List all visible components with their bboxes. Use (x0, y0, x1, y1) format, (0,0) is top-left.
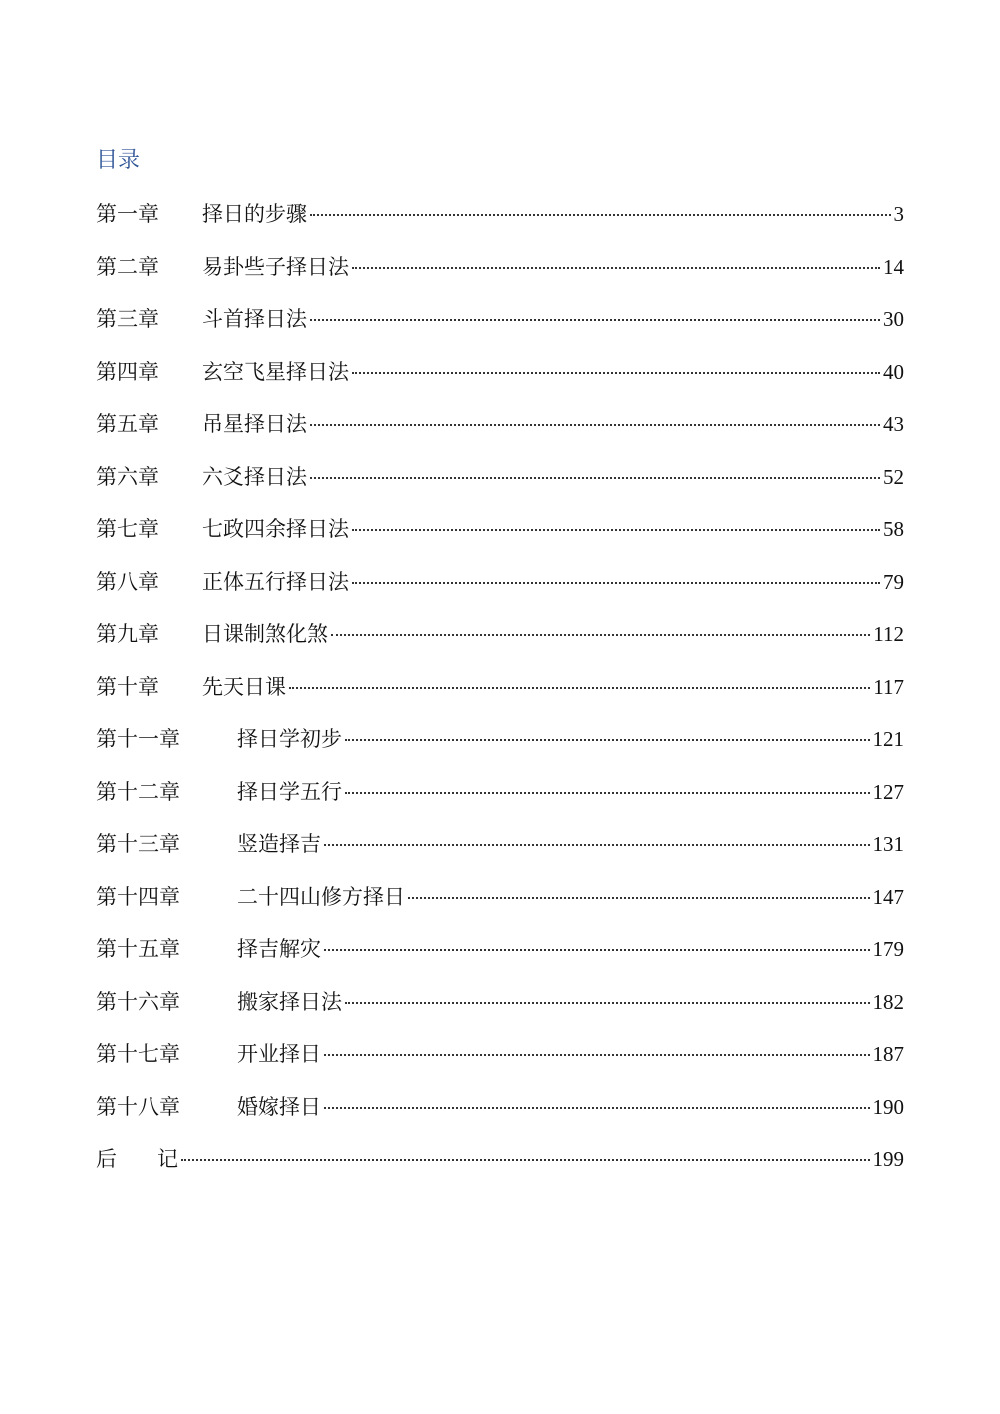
dot-leader (324, 949, 870, 951)
chapter-title: 先天日课 (202, 674, 286, 699)
chapter-title: 易卦些子择日法 (202, 254, 349, 279)
page-number: 3 (893, 202, 904, 226)
chapter-label: 第十八章 (96, 1094, 180, 1119)
chapter-label: 第八章 (96, 569, 159, 594)
toc-heading: 目录 (96, 148, 141, 173)
dot-leader (352, 372, 880, 374)
dot-leader (324, 1054, 870, 1056)
chapter-title: 二十四山修方择日 (237, 884, 405, 909)
chapter-title: 正体五行择日法 (202, 569, 349, 594)
toc-entry-16[interactable] (96, 984, 904, 1037)
chapter-title: 日课制煞化煞 (202, 622, 328, 646)
chapter-label: 第十六章 (96, 989, 180, 1014)
page-number: 40 (883, 359, 904, 384)
chapter-title: 吊星择日法 (202, 412, 307, 436)
chapter-label: 第三章 (96, 307, 159, 331)
toc-entry-13[interactable] (96, 826, 904, 879)
chapter-title: 择吉解灾 (237, 937, 321, 961)
toc-entry-11[interactable] (96, 721, 904, 774)
chapter-title: 六爻择日法 (202, 464, 307, 489)
toc-entry-2[interactable] (96, 249, 904, 302)
chapter-label: 第十三章 (96, 832, 180, 856)
toc-entry-7[interactable] (96, 511, 904, 564)
dot-leader (345, 739, 870, 741)
chapter-label: 第十五章 (96, 937, 180, 961)
toc-entry-14[interactable] (96, 879, 904, 932)
page-number: 179 (872, 937, 904, 961)
chapter-label: 第十一章 (96, 727, 180, 751)
dot-leader (181, 1159, 870, 1161)
page-number: 121 (872, 727, 904, 751)
chapter-title: 开业择日 (237, 1042, 321, 1066)
toc-entry-8[interactable] (96, 564, 904, 617)
dot-leader (345, 1002, 870, 1004)
chapter-title: 择日学五行 (237, 779, 342, 804)
dot-leader (352, 529, 880, 531)
dot-leader (324, 1107, 870, 1109)
chapter-label: 第十二章 (96, 779, 180, 804)
toc-entry-4[interactable] (96, 354, 904, 407)
dot-leader (331, 634, 870, 636)
toc-entry-afterword[interactable] (96, 1141, 904, 1194)
chapter-label: 第六章 (96, 464, 159, 489)
dot-leader (408, 897, 870, 899)
chapter-label: 第一章 (96, 202, 159, 226)
toc-entry-1[interactable] (96, 196, 904, 249)
dot-leader (310, 477, 880, 479)
dot-leader (310, 214, 891, 216)
toc-entry-9[interactable] (96, 616, 904, 669)
dot-leader (345, 792, 870, 794)
page-number: 14 (883, 254, 904, 279)
chapter-label: 第十四章 (96, 884, 180, 909)
toc-entry-17[interactable] (96, 1036, 904, 1089)
dot-leader (289, 687, 870, 689)
toc-entry-6[interactable] (96, 459, 904, 512)
chapter-title: 择日的步骤 (202, 202, 307, 226)
page-number: 52 (883, 464, 904, 489)
chapter-label: 第十七章 (96, 1042, 180, 1066)
chapter-title: 择日学初步 (237, 727, 342, 751)
chapter-title: 斗首择日法 (202, 307, 307, 331)
page-number: 58 (883, 517, 904, 541)
toc-entry-12[interactable] (96, 774, 904, 827)
page-number: 190 (872, 1094, 904, 1119)
dot-leader (324, 844, 870, 846)
chapter-label: 第七章 (96, 517, 159, 541)
page-number: 43 (883, 412, 904, 436)
page-number: 147 (872, 884, 904, 909)
page-number: 199 (872, 1147, 904, 1171)
chapter-label: 第九章 (96, 622, 159, 646)
dot-leader (352, 267, 880, 269)
toc-entry-10[interactable] (96, 669, 904, 722)
toc-entry-15[interactable] (96, 931, 904, 984)
page-number: 117 (873, 674, 904, 699)
dot-leader (310, 319, 880, 321)
dot-leader (352, 582, 880, 584)
page-number: 187 (872, 1042, 904, 1066)
page-number: 30 (883, 307, 904, 331)
dot-leader (310, 424, 880, 426)
chapter-title: 婚嫁择日 (237, 1094, 321, 1119)
chapter-label: 第四章 (96, 359, 159, 384)
chapter-label: 第十章 (96, 674, 159, 699)
chapter-title: 竖造择吉 (237, 832, 321, 856)
chapter-title: 七政四余择日法 (202, 517, 349, 541)
chapter-label: 后记 (96, 1147, 218, 1171)
toc-entry-18[interactable] (96, 1089, 904, 1142)
toc-entry-3[interactable] (96, 301, 904, 354)
chapter-title: 搬家择日法 (237, 989, 342, 1014)
chapter-label: 第五章 (96, 412, 159, 436)
page-number: 127 (872, 779, 904, 804)
toc-entry-5[interactable] (96, 406, 904, 459)
page-number: 112 (873, 622, 904, 646)
page-number: 79 (883, 569, 904, 594)
chapter-title: 玄空飞星择日法 (202, 359, 349, 384)
page-number: 182 (872, 989, 904, 1014)
toc-list (96, 196, 904, 1194)
page-number: 131 (872, 832, 904, 856)
chapter-label: 第二章 (96, 254, 159, 279)
